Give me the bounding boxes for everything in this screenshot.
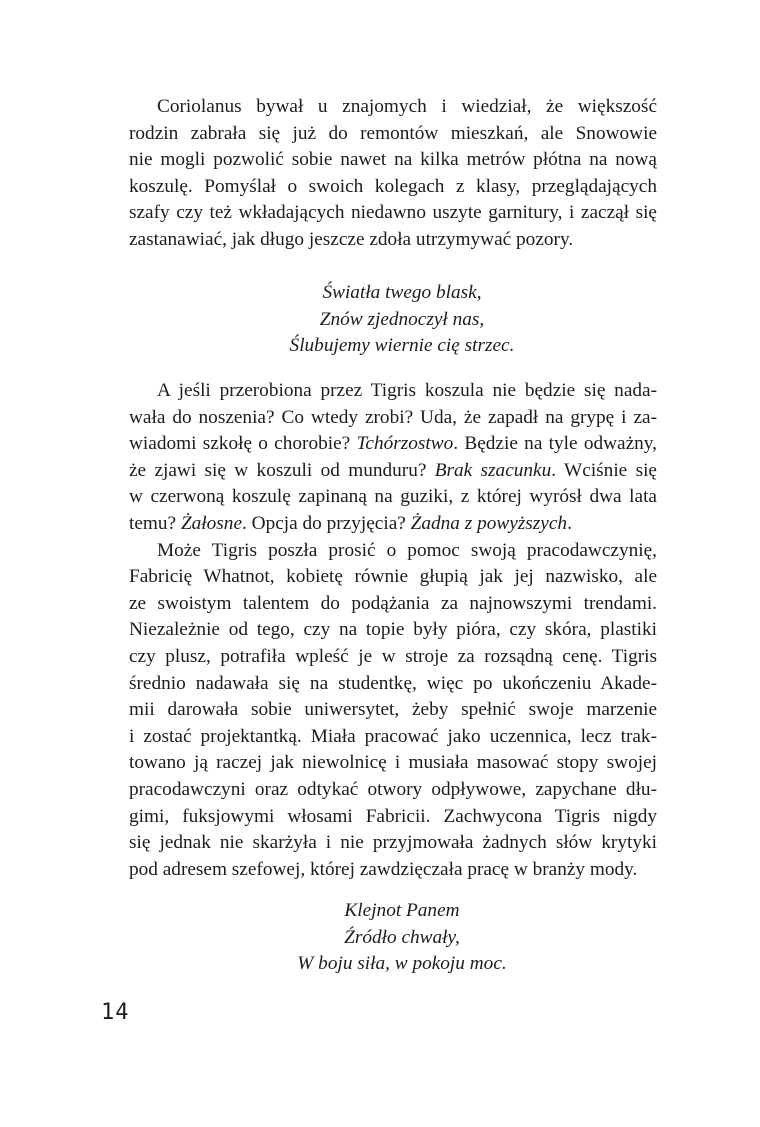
- emphasis-text: Tchórzostwo: [356, 433, 454, 455]
- emphasis-text: Żałosne: [180, 512, 243, 534]
- paragraph-1: [129, 94, 657, 254]
- text-line: i zostać projektantką. Miała pracować jako uczennica, lecz trak-: [129, 725, 657, 747]
- verse-line: W boju siła, w pokoju moc.: [297, 953, 507, 975]
- verse-line: Klejnot Panem: [344, 900, 460, 921]
- emphasis-text: Żadna z powyższych: [410, 512, 568, 534]
- text-line: wała do noszenia? Co wtedy zrobi? Uda, że zapadł na grypę i za-: [129, 406, 657, 428]
- text-line: [129, 458, 657, 485]
- verse-2: [129, 898, 657, 978]
- text-line: szafy czy też wkładających niedawno uszyte garnitury, i zaczął się: [129, 202, 657, 224]
- text-run: temu?: [129, 512, 181, 534]
- text-line: gimi, fuksjowymi włosami Fabricii. Zachwycona Tigris nigdy: [129, 805, 657, 827]
- text-line: nie mogli pozwolić sobie nawet na kilka metrów płótna na nową: [129, 149, 657, 171]
- verse-line: Światła twego blask,: [322, 282, 482, 303]
- text-line: w czerwoną koszulę zapinaną na guziki, z której wyrósł dwa lata: [129, 486, 657, 508]
- text-line: rodzin zabrała się już do remontów mieszkań, ale Snowowie: [129, 122, 657, 144]
- text-line: czy plusz, potrafiła wpleść je w stroje za rozsądną cenę. Tigris: [129, 645, 657, 667]
- text-line: koszulę. Pomyślał o swoich kolegach z klasy, przeglądających: [129, 175, 657, 197]
- text-line: zastanawiać, jak długo jeszcze zdoła utrzymywać pozory.: [129, 228, 574, 250]
- text-run: wiadomi szkołę o chorobie?: [129, 433, 357, 455]
- text-line: A jeśli przerobiona przez Tigris koszula nie będzie się nada-: [157, 380, 657, 401]
- text-line: Może Tigris poszła prosić o pomoc swoją pracodawczynię,: [157, 539, 657, 561]
- text-run: .: [567, 512, 572, 534]
- text-run: . Opcja do przyjęcia?: [242, 512, 411, 534]
- text-line: Fabricię Whatnot, kobietę równie głupią jak jej nazwisko, ale: [129, 566, 657, 588]
- text-line: [129, 431, 657, 458]
- verse-line: Znów zjednoczył nas,: [319, 308, 485, 330]
- text-line: towano ją raczej jak niewolnicę i musiała masować stopy swojej: [129, 752, 657, 774]
- emphasis-text: Brak szacunku: [434, 459, 552, 481]
- text-run: . Będzie na tyle odważny,: [453, 433, 657, 455]
- text-line: pracodawczyni oraz odtykać otwory odpływowe, zapychane dłu-: [129, 778, 657, 800]
- text-line: ze swoistym talentem do podążania za najnowszymi trendami.: [129, 592, 657, 614]
- text-line: pod adresem szefowej, której zawdzięczała pracę w branży mody.: [129, 858, 638, 880]
- page-number: 14: [101, 1000, 130, 1025]
- text-run: że zjawi się w koszuli od munduru?: [129, 459, 435, 481]
- text-run: . Wciśnie się: [551, 459, 657, 481]
- text-line: się jednak nie skarżyła i nie przyjmowała żadnych słów krytyki: [129, 832, 657, 854]
- text-line: średnio nadawała się na studentkę, więc po ukończeniu Akade-: [129, 672, 657, 694]
- paragraph-2: [129, 378, 657, 883]
- verse-line: Źródło chwały,: [344, 926, 460, 948]
- text-line: Niezależnie od tego, czy na topie były pióra, czy skóra, plastiki: [129, 619, 657, 641]
- verse-1: [129, 280, 657, 360]
- verse-line: Ślubujemy wiernie cię strzec.: [289, 335, 515, 357]
- text-line: Coriolanus bywał u znajomych i wiedział, że większość: [157, 96, 657, 117]
- text-line: [129, 511, 657, 538]
- text-line: mii darowała sobie uniwersytet, żeby spełnić swoje marzenie: [129, 699, 657, 721]
